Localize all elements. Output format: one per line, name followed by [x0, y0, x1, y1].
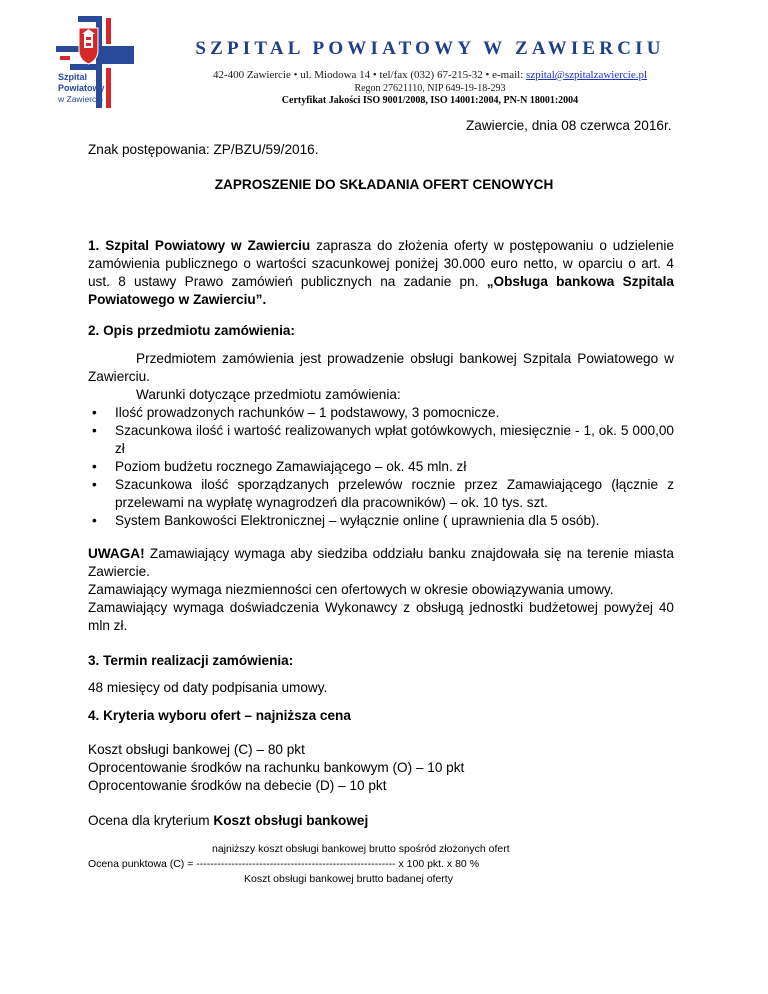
- list-item: [88, 404, 674, 422]
- hospital-regon: Regon 27621110, NIP 649-19-18-293: [354, 83, 506, 94]
- list-item-text: System Bankowości Elektronicznej – wyłącznie online ( uprawnienia dla 5 osób).: [115, 513, 600, 528]
- list-item-text: Szacunkowa ilość i wartość realizowanych wpłat gotówkowych, miesięcznie - 1, ok. 5 000,00 zł: [115, 423, 674, 456]
- formula-line: Ocena punktowa (C) = --------------------------------------------------------- x 100 pkt. x 80 %: [88, 858, 480, 870]
- address-text: 42-400 Zawiercie • ul. Miodowa 14 • tel/fax (032) 67-215-32 • e-mail:: [212, 69, 527, 81]
- ocena-criterion-name: Koszt obsługi bankowej: [213, 813, 369, 828]
- section-3-heading: 3. Termin realizacji zamówienia:: [88, 653, 294, 668]
- list-item-text: Szacunkowa ilość sporządzanych przelewów rocznie przez Zamawiającego (łącznie z przelewami na wypłatę wynagrodzeń dla pracowników) – ok. 10 tys. szt.: [115, 477, 674, 510]
- bullet-icon: •: [92, 423, 97, 438]
- logo-line-2: Powiatowy: [58, 83, 105, 93]
- hospital-address: [150, 69, 710, 81]
- section-2-intro: Przedmiotem zamówienia jest prowadzenie obsługi bankowej Szpitala Powiatowego w Zawierciu.: [88, 351, 674, 384]
- formula-denominator: Koszt obsługi bankowej brutto badanej oferty: [244, 873, 453, 885]
- criterion-overdraft-interest: Oprocentowanie środków na debecie (D) – 10 pkt: [88, 778, 387, 793]
- section-2-conditions-label: Warunki dotyczące przedmiotu zamówienia:: [136, 387, 401, 402]
- criterion-account-interest: Oprocentowanie środków na rachunku bankowym (O) – 10 pkt: [88, 760, 465, 775]
- logo-line-1: Szpital: [58, 72, 88, 82]
- criterion-cost: Koszt obsługi bankowej (C) – 80 pkt: [88, 742, 305, 757]
- bullet-icon: •: [92, 477, 97, 492]
- hospital-certificate: Certyfikat Jakości ISO 9001/2008, ISO 14001:2004, PN-N 18001:2004: [281, 95, 579, 106]
- conditions-list: [88, 404, 674, 530]
- place-date: Zawiercie, dnia 08 czerwca 2016r.: [466, 118, 672, 133]
- section-3-text: 48 miesięcy od daty podpisania umowy.: [88, 680, 328, 695]
- notice-line-3: Zamawiający wymaga doświadczenia Wykonawcy z obsługą jednostki budżetowej powyżej 40 mln zł.: [88, 600, 674, 633]
- bullet-icon: •: [92, 513, 97, 528]
- formula-numerator: najniższy koszt obsługi bankowej brutto spośród złożonych ofert: [212, 843, 510, 855]
- notice-line-2: Zamawiający wymaga niezmienności cen ofertowych w okresie obowiązywania umowy.: [88, 582, 614, 597]
- notice-paragraph: [88, 545, 674, 581]
- criterion-evaluation-label: [88, 812, 368, 830]
- section-1-paragraph: [88, 237, 674, 309]
- hospital-name: SZPITAL POWIATOWY W ZAWIERCIU: [195, 38, 665, 59]
- logo-line-3: w Zawierciu: [58, 94, 103, 104]
- document-title: ZAPROSZENIE DO SKŁADANIA OFERT CENOWYCH: [214, 177, 554, 192]
- section-1-bold-end: „Obsługa bankowa Szpitala Powiatowego w Zawierciu”.: [88, 274, 674, 307]
- reference-number: Znak postępowania: ZP/BZU/59/2016.: [88, 142, 319, 157]
- list-item: [88, 476, 674, 512]
- section-1-text: zaprasza do złożenia oferty w postępowaniu o udzielenie zamówienia publicznego o wartości szacunkowej poniżej 30.000 euro netto, w oparciu o art. 4 ust. 8 ustawy Prawo zamówień publicznych na zadanie pn.: [88, 238, 674, 289]
- notice-line-1: Zamawiający wymaga aby siedziba oddziału banku znajdowała się na terenie miasta Zawiercie.: [88, 546, 674, 579]
- section-2-heading: 2. Opis przedmiotu zamówienia:: [88, 323, 295, 338]
- bullet-icon: •: [92, 405, 97, 420]
- section-1-bold-start: 1. Szpital Powiatowy w Zawierciu: [88, 238, 311, 253]
- list-item-text: Ilość prowadzonych rachunków – 1 podstawowy, 3 pomocnicze.: [115, 405, 500, 420]
- list-item: [88, 422, 674, 458]
- section-4-heading: 4. Kryteria wyboru ofert – najniższa cena: [88, 708, 351, 723]
- list-item: [88, 512, 674, 530]
- bullet-icon: •: [92, 459, 97, 474]
- logo-caption: [58, 72, 120, 105]
- ocena-label: Ocena dla kryterium: [88, 813, 214, 828]
- list-item-text: Poziom budżetu rocznego Zamawiającego – ok. 45 mln. zł: [115, 459, 467, 474]
- notice-label: UWAGA!: [88, 546, 145, 561]
- list-item: [88, 458, 674, 476]
- email-link[interactable]: szpital@szpitalzawiercie.pl: [526, 69, 648, 81]
